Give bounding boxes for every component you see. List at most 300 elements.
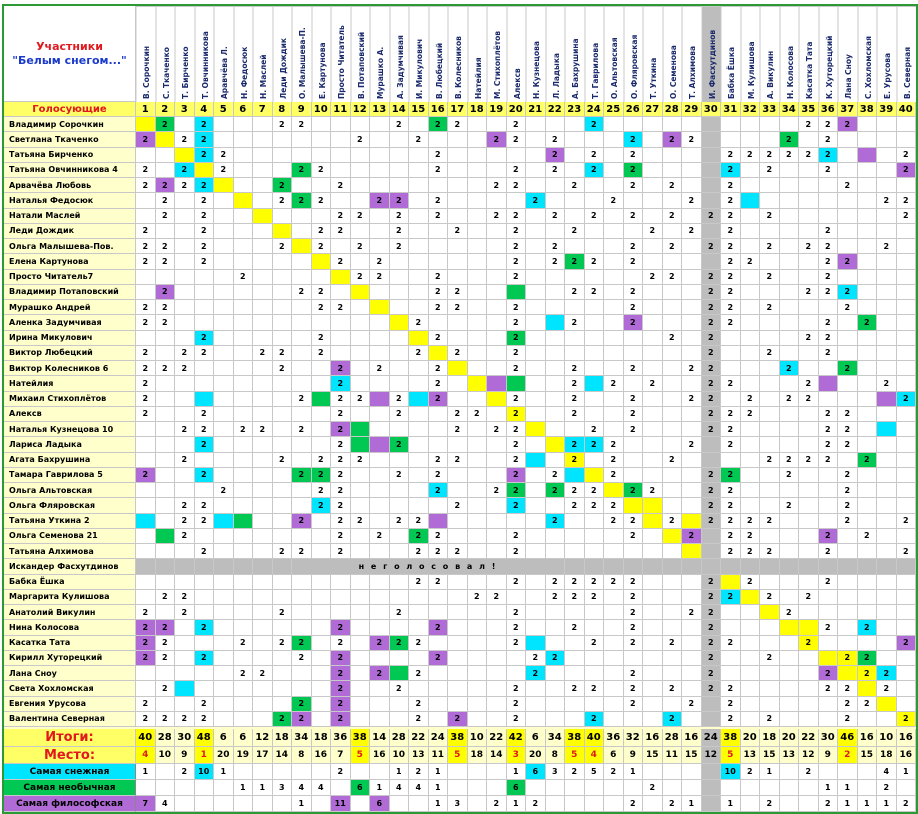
vote-cell <box>643 209 663 224</box>
vote-cell <box>643 697 663 712</box>
vote-cell <box>390 300 410 315</box>
vote-cell: 2 <box>292 392 312 407</box>
vote-cell <box>136 681 156 696</box>
vote-cell <box>390 346 410 361</box>
vote-cell: 2 <box>624 605 644 620</box>
vote-cell <box>487 544 507 559</box>
vote-cell: 2 <box>409 666 429 681</box>
vote-cell: 2 <box>331 376 351 391</box>
vote-cell: 2 <box>292 193 312 208</box>
place-value: 9 <box>624 747 644 764</box>
vote-cell <box>858 712 878 727</box>
vote-cell <box>663 224 683 239</box>
vote-cell <box>136 285 156 300</box>
vote-cell: 2 <box>429 376 449 391</box>
vote-cell <box>526 361 546 376</box>
vote-cell <box>604 559 624 574</box>
vote-cell <box>273 681 293 696</box>
vote-cell <box>409 285 429 300</box>
vote-cell <box>799 620 819 635</box>
vote-cell <box>390 498 410 513</box>
vote-cell <box>838 575 858 590</box>
vote-cell <box>877 636 897 651</box>
vote-cell <box>487 514 507 529</box>
vote-cell: 2 <box>663 132 683 147</box>
vote-cell: 2 <box>507 178 527 193</box>
award-value: 6 <box>507 780 527 796</box>
vote-cell <box>721 605 741 620</box>
vote-cell <box>351 666 371 681</box>
vote-cell <box>799 361 819 376</box>
place-value: 18 <box>877 747 897 764</box>
vote-cell <box>741 132 761 147</box>
vote-cell: 2 <box>175 361 195 376</box>
vote-cell: 2 <box>253 346 273 361</box>
vote-cell <box>214 681 234 696</box>
vote-cell <box>799 224 819 239</box>
vote-cell <box>799 681 819 696</box>
vote-cell: 2 <box>214 483 234 498</box>
vote-cell: 2 <box>136 361 156 376</box>
vote-cell: 2 <box>351 132 371 147</box>
vote-cell <box>604 681 624 696</box>
vote-cell <box>780 575 800 590</box>
vote-cell: 2 <box>390 117 410 132</box>
vote-cell <box>741 117 761 132</box>
vote-cell <box>546 437 566 452</box>
vote-cell: 2 <box>702 239 722 254</box>
vote-cell <box>877 117 897 132</box>
vote-cell: 2 <box>195 117 215 132</box>
vote-cell: 2 <box>546 590 566 605</box>
award-value <box>760 780 780 796</box>
vote-cell: 2 <box>195 422 215 437</box>
vote-cell <box>565 346 585 361</box>
vote-cell <box>487 666 507 681</box>
vote-cell: 2 <box>312 224 332 239</box>
vote-cell <box>409 651 429 666</box>
vote-cell: 2 <box>136 697 156 712</box>
vote-cell: 2 <box>799 239 819 254</box>
vote-cell: 2 <box>195 407 215 422</box>
vote-cell <box>819 178 839 193</box>
vote-cell <box>585 376 605 391</box>
vote-cell: 2 <box>390 636 410 651</box>
vote-cell <box>877 254 897 269</box>
vote-cell <box>682 468 702 483</box>
vote-cell: 2 <box>507 224 527 239</box>
column-number: 40 <box>897 102 917 117</box>
vote-cell: 2 <box>292 285 312 300</box>
vote-cell <box>643 468 663 483</box>
vote-cell <box>175 148 195 163</box>
vote-cell: 2 <box>780 132 800 147</box>
place-value: 19 <box>234 747 254 764</box>
vote-cell: 2 <box>273 117 293 132</box>
vote-cell <box>409 437 429 452</box>
vote-cell: 2 <box>156 620 176 635</box>
vote-cell <box>858 148 878 163</box>
vote-cell <box>351 376 371 391</box>
total-value: 46 <box>838 729 858 747</box>
vote-cell: 2 <box>507 209 527 224</box>
vote-cell <box>136 148 156 163</box>
vote-cell: 2 <box>663 712 683 727</box>
vote-cell <box>760 193 780 208</box>
vote-cell <box>468 453 488 468</box>
vote-cell <box>682 239 702 254</box>
voter-name: Ольга Фляровская <box>4 498 136 513</box>
vote-cell <box>799 163 819 178</box>
vote-cell <box>858 346 878 361</box>
vote-cell: 2 <box>487 209 507 224</box>
vote-cell <box>487 300 507 315</box>
vote-cell: 2 <box>663 453 683 468</box>
vote-cell <box>214 453 234 468</box>
vote-cell <box>741 712 761 727</box>
vote-cell <box>156 666 176 681</box>
vote-cell <box>565 666 585 681</box>
participant-header: Н. Федосюк <box>234 6 254 102</box>
vote-cell <box>292 346 312 361</box>
vote-cell <box>214 575 234 590</box>
vote-cell <box>390 315 410 330</box>
vote-cell <box>819 651 839 666</box>
vote-cell <box>331 270 351 285</box>
vote-cell <box>897 285 917 300</box>
vote-cell <box>760 575 780 590</box>
award-value: 1 <box>858 796 878 812</box>
vote-cell: 2 <box>819 620 839 635</box>
vote-cell: 2 <box>624 407 644 422</box>
vote-cell <box>409 239 429 254</box>
place-value: 5 <box>448 747 468 764</box>
vote-cell <box>370 697 390 712</box>
award-value <box>331 780 351 796</box>
vote-cell: 2 <box>721 209 741 224</box>
vote-cell <box>292 529 312 544</box>
vote-cell: 2 <box>702 270 722 285</box>
vote-cell <box>136 529 156 544</box>
vote-cell <box>234 361 254 376</box>
vote-cell <box>546 712 566 727</box>
place-value: 1 <box>195 747 215 764</box>
award-value <box>604 780 624 796</box>
vote-cell: 2 <box>331 422 351 437</box>
vote-cell: 2 <box>624 514 644 529</box>
vote-cell <box>682 620 702 635</box>
vote-cell <box>877 468 897 483</box>
vote-cell <box>682 651 702 666</box>
vote-cell: 2 <box>838 468 858 483</box>
vote-cell <box>175 209 195 224</box>
vote-cell <box>877 224 897 239</box>
vote-cell: 2 <box>331 209 351 224</box>
vote-cell <box>799 300 819 315</box>
vote-cell: 2 <box>273 605 293 620</box>
vote-cell <box>585 651 605 666</box>
vote-cell <box>234 239 254 254</box>
vote-cell <box>214 193 234 208</box>
vote-cell <box>877 132 897 147</box>
vote-cell <box>351 346 371 361</box>
voter-name: Ирина Микулович <box>4 331 136 346</box>
vote-cell <box>702 148 722 163</box>
vote-cell: 2 <box>838 117 858 132</box>
vote-cell <box>136 270 156 285</box>
vote-cell: 2 <box>819 224 839 239</box>
vote-cell <box>351 697 371 712</box>
vote-cell <box>429 178 449 193</box>
vote-cell: 2 <box>312 483 332 498</box>
vote-cell <box>760 315 780 330</box>
vote-cell <box>663 392 683 407</box>
vote-cell <box>253 483 273 498</box>
vote-cell <box>702 132 722 147</box>
vote-cell <box>760 254 780 269</box>
vote-cell: 2 <box>858 666 878 681</box>
vote-cell <box>234 224 254 239</box>
vote-cell <box>273 163 293 178</box>
award-value: 2 <box>331 764 351 780</box>
vote-cell <box>156 437 176 452</box>
vote-cell <box>721 346 741 361</box>
vote-cell <box>351 178 371 193</box>
vote-cell: 2 <box>390 209 410 224</box>
vote-cell <box>195 575 215 590</box>
vote-cell <box>702 712 722 727</box>
award-value <box>799 796 819 812</box>
place-value: 13 <box>409 747 429 764</box>
vote-cell <box>643 651 663 666</box>
vote-cell: 2 <box>624 209 644 224</box>
vote-cell: 2 <box>546 209 566 224</box>
vote-cell <box>156 498 176 513</box>
vote-cell: 2 <box>175 132 195 147</box>
vote-cell: 2 <box>624 315 644 330</box>
award-value: 1 <box>507 796 527 812</box>
column-number: 32 <box>741 102 761 117</box>
vote-cell: 2 <box>799 376 819 391</box>
vote-cell: 2 <box>877 666 897 681</box>
voter-name: Виктор Любецкий <box>4 346 136 361</box>
vote-cell <box>175 117 195 132</box>
participant-header: А. Бахрушина <box>565 6 585 102</box>
vote-cell: 2 <box>136 163 156 178</box>
award-value <box>253 764 273 780</box>
vote-cell <box>370 590 390 605</box>
vote-cell <box>838 346 858 361</box>
vote-cell <box>487 712 507 727</box>
vote-cell <box>780 590 800 605</box>
participant-header: Леди Дождик <box>273 6 293 102</box>
vote-cell <box>799 254 819 269</box>
vote-cell: 2 <box>292 468 312 483</box>
vote-cell: 2 <box>624 300 644 315</box>
vote-cell <box>136 437 156 452</box>
vote-cell <box>565 559 585 574</box>
vote-cell <box>819 376 839 391</box>
voter-name: Ольга Малышева-Пов. <box>4 239 136 254</box>
vote-cell: 2 <box>838 300 858 315</box>
vote-cell <box>175 437 195 452</box>
vote-cell: 2 <box>604 575 624 590</box>
vote-cell <box>546 636 566 651</box>
vote-cell: 2 <box>370 636 390 651</box>
award-value: 1 <box>234 780 254 796</box>
vote-cell: 2 <box>780 605 800 620</box>
total-value: 38 <box>565 729 585 747</box>
vote-cell <box>643 300 663 315</box>
vote-cell: 2 <box>136 239 156 254</box>
vote-cell <box>487 651 507 666</box>
vote-cell <box>819 392 839 407</box>
vote-cell <box>175 407 195 422</box>
vote-cell <box>838 529 858 544</box>
vote-cell <box>136 498 156 513</box>
vote-cell <box>195 681 215 696</box>
vote-cell <box>702 193 722 208</box>
vote-cell: 2 <box>351 270 371 285</box>
vote-cell: 2 <box>624 575 644 590</box>
vote-cell: 2 <box>741 407 761 422</box>
vote-cell <box>741 559 761 574</box>
vote-cell: 2 <box>351 453 371 468</box>
vote-cell: 2 <box>195 514 215 529</box>
vote-cell <box>877 300 897 315</box>
award-value: 1 <box>721 796 741 812</box>
vote-cell <box>546 117 566 132</box>
award-value: 3 <box>448 796 468 812</box>
vote-cell: 2 <box>351 239 371 254</box>
vote-cell <box>351 681 371 696</box>
vote-cell <box>604 300 624 315</box>
participant-header: О. Фляровская <box>624 6 644 102</box>
vote-cell <box>370 620 390 635</box>
vote-cell <box>799 559 819 574</box>
vote-cell: 2 <box>234 422 254 437</box>
vote-cell: 2 <box>838 712 858 727</box>
participant-header: В. Сорочкин <box>136 6 156 102</box>
vote-cell <box>721 666 741 681</box>
vote-cell <box>663 346 683 361</box>
vote-cell <box>292 437 312 452</box>
column-number: 39 <box>877 102 897 117</box>
vote-cell <box>136 117 156 132</box>
vote-cell <box>136 209 156 224</box>
vote-cell: 2 <box>312 285 332 300</box>
vote-cell <box>643 437 663 452</box>
column-number: 33 <box>760 102 780 117</box>
total-value: 12 <box>253 729 273 747</box>
vote-cell <box>370 437 390 452</box>
vote-cell <box>897 437 917 452</box>
vote-cell <box>234 514 254 529</box>
vote-cell: 2 <box>448 346 468 361</box>
vote-cell <box>253 437 273 452</box>
vote-cell: 2 <box>858 651 878 666</box>
vote-cell <box>565 651 585 666</box>
vote-cell <box>585 407 605 422</box>
vote-cell: 2 <box>721 193 741 208</box>
vote-cell <box>799 315 819 330</box>
award-value: 1 <box>214 764 234 780</box>
column-number: 21 <box>526 102 546 117</box>
award-value: 3 <box>546 764 566 780</box>
vote-cell <box>234 315 254 330</box>
vote-cell <box>409 193 429 208</box>
vote-cell <box>136 544 156 559</box>
vote-cell <box>624 376 644 391</box>
vote-cell <box>370 315 390 330</box>
vote-cell <box>799 498 819 513</box>
vote-cell: 2 <box>390 392 410 407</box>
vote-cell <box>897 620 917 635</box>
vote-cell <box>312 605 332 620</box>
vote-cell <box>468 575 488 590</box>
vote-cell: 2 <box>546 468 566 483</box>
vote-cell <box>585 620 605 635</box>
award-value <box>370 764 390 780</box>
vote-cell <box>195 285 215 300</box>
column-number: 25 <box>604 102 624 117</box>
vote-cell <box>565 422 585 437</box>
column-number: 30 <box>702 102 722 117</box>
vote-cell <box>721 453 741 468</box>
vote-cell <box>214 498 234 513</box>
vote-cell <box>253 514 273 529</box>
vote-cell <box>312 651 332 666</box>
vote-cell <box>273 483 293 498</box>
voter-name: Анатолий Викулин <box>4 605 136 620</box>
vote-cell <box>604 285 624 300</box>
vote-cell <box>156 514 176 529</box>
award-value: 2 <box>663 796 683 812</box>
column-number: 20 <box>507 102 527 117</box>
vote-cell: 2 <box>156 285 176 300</box>
place-value: 13 <box>741 747 761 764</box>
voter-name: Кирилл Хуторецкий <box>4 651 136 666</box>
vote-cell <box>409 422 429 437</box>
vote-cell <box>682 712 702 727</box>
vote-cell <box>175 392 195 407</box>
vote-cell <box>780 300 800 315</box>
vote-cell <box>780 483 800 498</box>
vote-cell: 2 <box>721 315 741 330</box>
award-value <box>468 764 488 780</box>
vote-cell: 2 <box>448 300 468 315</box>
vote-cell: 2 <box>565 392 585 407</box>
vote-cell <box>448 697 468 712</box>
column-number: 16 <box>429 102 449 117</box>
vote-cell <box>741 331 761 346</box>
vote-cell: 2 <box>526 193 546 208</box>
vote-cell <box>526 285 546 300</box>
participant-header: Натейлия <box>468 6 488 102</box>
vote-cell <box>760 498 780 513</box>
vote-cell <box>799 712 819 727</box>
vote-cell <box>312 392 332 407</box>
vote-cell <box>702 559 722 574</box>
vote-cell: 2 <box>585 148 605 163</box>
vote-cell <box>780 437 800 452</box>
vote-cell <box>741 224 761 239</box>
vote-cell <box>487 468 507 483</box>
vote-cell <box>370 331 390 346</box>
award-value: 1 <box>838 796 858 812</box>
vote-cell: 2 <box>799 453 819 468</box>
award-value: 5 <box>585 764 605 780</box>
